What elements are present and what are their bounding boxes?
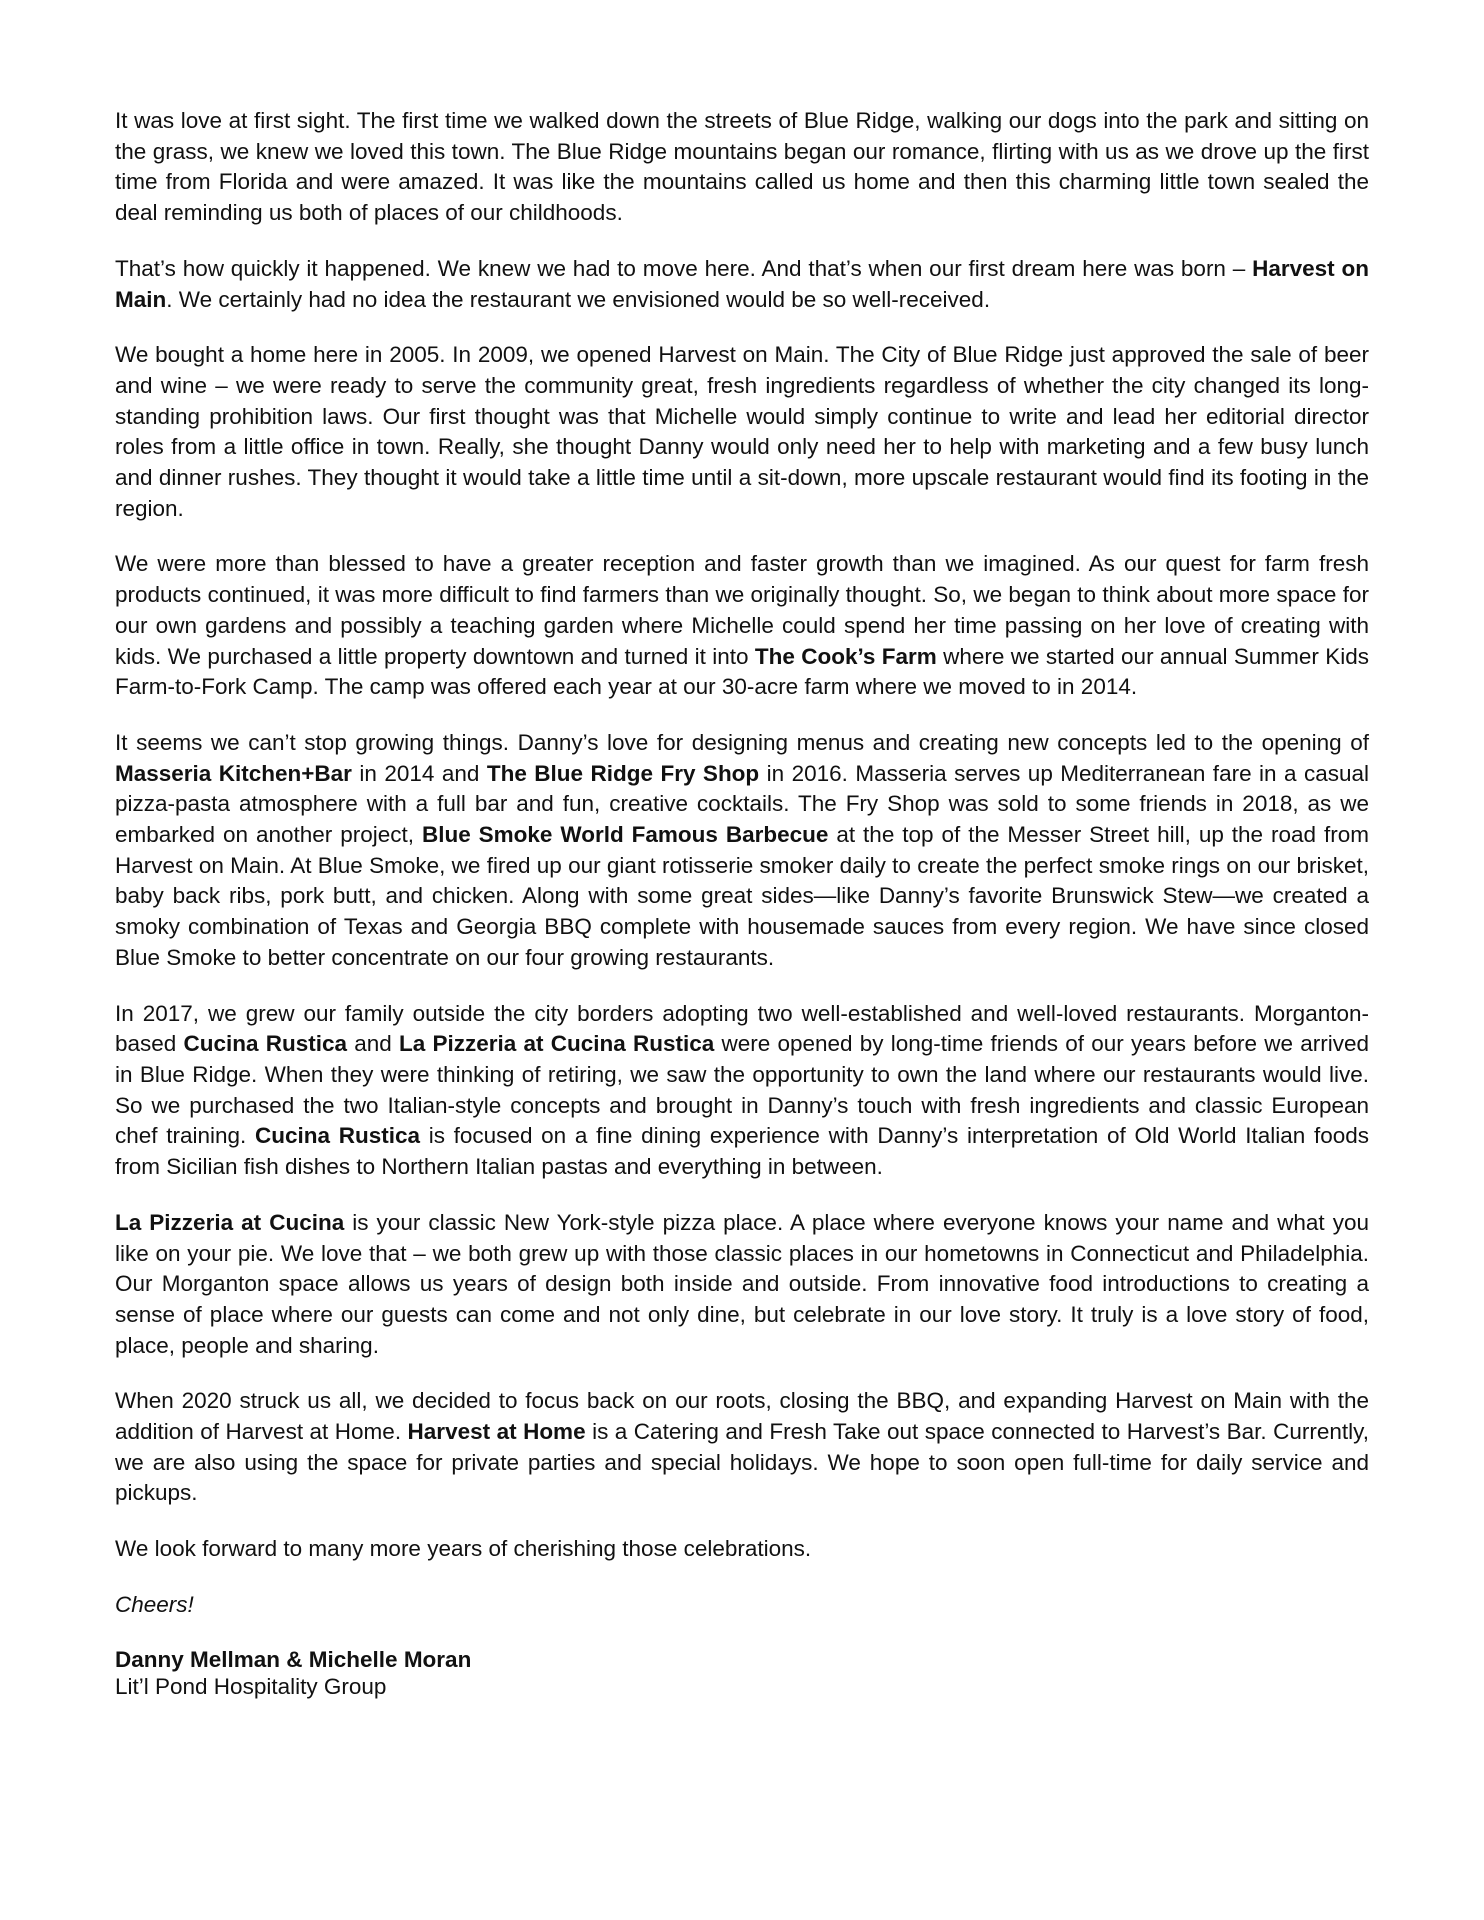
paragraph-text: In 2017, we grew our family outside the city borders adopting two well-established and well-loved restaurants. Morganton-based [115, 1000, 1369, 1057]
letter-body [115, 106, 1369, 1700]
letter-paragraph [115, 549, 1369, 703]
bold-name: Harvest at Home [407, 1419, 586, 1445]
paragraph-text: is your classic New York-style pizza place. A place where everyone knows your name and what you like on your pie. We love that – we both grew up with those classic places in our hometowns in Connecticut and Philadelphia. Our Morganton space allows us years of design both inside and outside. From innovative food introductions to creating a sense of place where our guests can come and not only dine, but celebrate in our love story. It truly is a love story of food, place, people and sharing. [115, 1209, 1369, 1358]
bold-name: Cucina Rustica [255, 1123, 420, 1149]
bold-name: The Blue Ridge Fry Shop [486, 760, 760, 786]
paragraph-text: in 2016. Masseria serves up Mediterranean fare in a casual pizza-pasta atmosphere with a full bar and fun, creative cocktails. The Fry Shop was sold to some friends in 2018, as we embarked on another project, [115, 760, 1369, 848]
letter-paragraph [115, 728, 1369, 974]
letter-paragraph [115, 340, 1369, 524]
bold-name: Blue Smoke World Famous Barbecue [421, 822, 829, 848]
bold-name: Cucina Rustica [183, 1031, 348, 1057]
paragraph-text: were opened by long-time friends of our years before we arrived in Blue Ridge. When they were thinking of retiring, we saw the opportunity to own the land where our restaurants would live. So we purchased the two Italian-style concepts and brought in Danny’s touch with fresh ingredients and classic European chef training. [115, 1031, 1369, 1149]
paragraph-text: and [347, 1031, 400, 1057]
paragraph-text: is a Catering and Fresh Take out space connected to Harvest’s Bar. Currently, we are also using the space for private parties and special holidays. We hope to soon open full-time for daily service and pickups. [115, 1419, 1370, 1506]
paragraph-text: at the top of the Messer Street hill, up the road from Harvest on Main. At Blue Smoke, we fired up our giant rotisserie smoker daily to create the perfect smoke rings on our brisket, baby back ribs, pork butt, and chicken. Along with some great sides—like Danny’s favorite Brunswick Stew—we created a smoky combination of Texas and Georgia BBQ complete with housemade sauces from every region. We have since closed Blue Smoke to better concentrate on our four growing restaurants. [115, 822, 1369, 970]
bold-name: The Cook’s Farm [754, 643, 937, 669]
letter-paragraph [115, 106, 1369, 229]
letter-paragraph [115, 1386, 1369, 1509]
bold-name: La Pizzeria at Cucina Rustica [399, 1031, 715, 1057]
paragraph-text: We look forward to many more years of cherishing those celebrations. [115, 1536, 812, 1562]
bold-name: Harvest on Main [115, 255, 1369, 312]
signature-names: Danny Mellman & Michelle Moran [115, 1646, 472, 1672]
letter-paragraph [115, 1208, 1369, 1362]
paragraph-text: It seems we can’t stop growing things. Danny’s love for designing menus and creating new concepts led to the opening of [115, 729, 1369, 755]
letter-paragraph [115, 1534, 1369, 1565]
letter-paragraphs [115, 106, 1369, 1565]
paragraph-text: where we started our annual Summer Kids Farm-to-Fork Camp. The camp was offered each year at our 30-acre farm where we moved to in 2014. [115, 643, 1369, 700]
paragraph-text: It was love at first sight. The first time we walked down the streets of Blue Ridge, walking our dogs into the park and sitting on the grass, we knew we loved this town. The Blue Ridge mountains began our romance, flirting with us as we drove up the first time from Florida and were amazed. It was like the mountains called us home and then this charming little town sealed the deal reminding us both of places of our childhoods. [115, 108, 1369, 226]
letter-paragraph [115, 254, 1369, 315]
paragraph-text: is focused on a fine dining experience with Danny’s interpretation of Old World Italian foods from Sicilian fish dishes to Northern Italian pastas and everything in between. [115, 1123, 1370, 1180]
bold-name: Masseria Kitchen+Bar [115, 760, 352, 786]
paragraph-text: in 2014 and [351, 760, 487, 786]
sign-off: Cheers! [115, 1591, 194, 1617]
bold-name: La Pizzeria at Cucina [115, 1209, 345, 1235]
paragraph-text: That’s how quickly it happened. We knew we had to move here. And that’s when our first dream here was born – [115, 255, 1253, 281]
organization-name: Lit’l Pond Hospitality Group [115, 1673, 387, 1699]
paragraph-text: . We certainly had no idea the restaurant we envisioned would be so well-received. [166, 286, 991, 312]
letter-paragraph [115, 999, 1369, 1183]
paragraph-text: We were more than blessed to have a greater reception and faster growth than we imagined. As our quest for farm fresh products continued, it was more difficult to find farmers than we originally thought. So, we began to think about more space for our own gardens and possibly a teaching garden where Michelle could spend her time passing on her love of creating with kids. We purchased a little property downtown and turned it into [115, 551, 1369, 669]
paragraph-text: We bought a home here in 2005. In 2009, we opened Harvest on Main. The City of Blue Ridge just approved the sale of beer and wine – we were ready to serve the community great, fresh ingredients regardless of whether the city changed its long-standing prohibition laws. Our first thought was that Michelle would simply continue to write and lead her editorial director roles from a little office in town. Really, she thought Danny would only need her to help with marketing and a few busy lunch and dinner rushes. They thought it would take a little time until a sit-down, more upscale restaurant would find its footing in the region. [115, 342, 1369, 521]
paragraph-text: When 2020 struck us all, we decided to focus back on our roots, closing the BBQ, and expanding Harvest on Main with the addition of Harvest at Home. [115, 1388, 1369, 1445]
